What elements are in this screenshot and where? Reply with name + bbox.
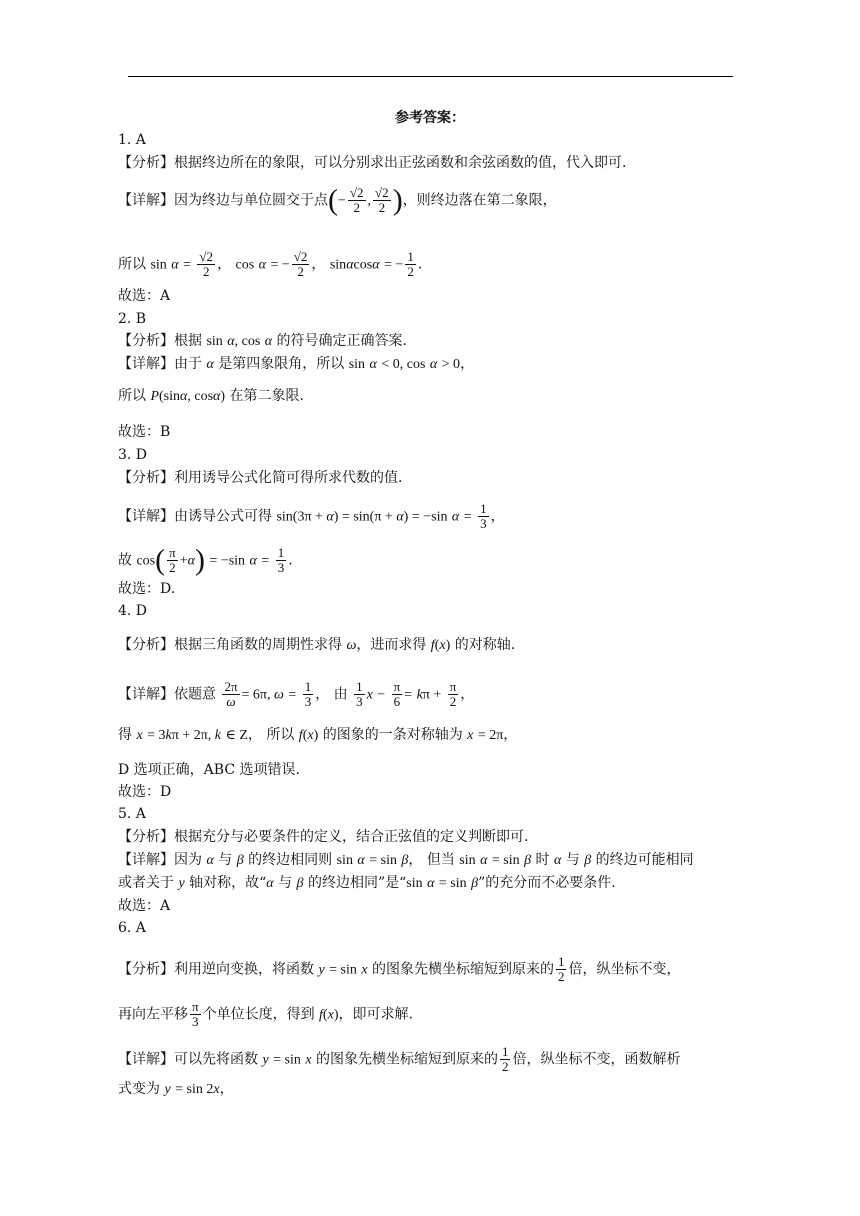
choice-line: 故选：A (118, 288, 171, 304)
detail-line: D 选项正确，ABC 选项错误. (118, 762, 300, 778)
answer-number: 1. A (118, 132, 146, 148)
analysis-line: 再向左平移 $\frac{\pi}{3}$ 个单位长度，得到 f(x)，即可求解. (118, 999, 413, 1029)
choice-line: 故选：B (118, 424, 171, 440)
detail-line: 式变为 y = sin 2x， (118, 1081, 234, 1097)
detail-line: 故 cos( $\frac{\pi}{2}$ +α) = −sin α = $\frac{1}{3}$ . (118, 543, 293, 577)
choice-line: 故选：D. (118, 581, 176, 597)
analysis-line: 【分析】根据充分与必要条件的定义，结合正弦值的定义判断即可. (118, 829, 529, 845)
page-title: 参考答案： (395, 110, 465, 126)
header-rule (128, 76, 733, 77)
detail-line: 【详解】由于 α 是第四象限角，所以 sin α < 0, cos α > 0， (118, 356, 475, 372)
choice-line: 故选：A (118, 898, 171, 914)
analysis-line: 【分析】根据 sin α, cos α 的符号确定正确答案. (118, 333, 407, 349)
detail-line: 【详解】因为终边与单位圆交于点(− $\frac{√2}{2}$ , $\frac{√2}{2}$ )，则终边落在第二象限， (118, 183, 557, 217)
choice-line: 故选：D (118, 784, 172, 800)
answer-number: 4. D (118, 603, 148, 619)
analysis-line: 【分析】根据终边所在的象限，可以分别求出正弦函数和余弦函数的值，代入即可. (118, 155, 627, 171)
answer-number: 6. A (118, 920, 146, 936)
detail-line: 【详解】可以先将函数 y = sin x 的图象先横坐标缩短到原来的 $\frac{1}{2}$ 倍，纵坐标不变，函数解析 (118, 1044, 681, 1074)
analysis-line: 【分析】利用诱导公式化简可得所求代数的值. (118, 470, 403, 486)
detail-line: 得 x = 3kπ + 2π, k ∈ Z， 所以 f(x) 的图象的一条对称轴为 x = 2π， (118, 727, 518, 743)
analysis-line: 【分析】根据三角函数的周期性求得 ω，进而求得 f(x) 的对称轴. (118, 637, 516, 653)
detail-line: 或者关于 y 轴对称，故“α 与 β 的终边相同”是“sin α = sin β”的充分而不必要条件. (118, 875, 616, 891)
detail-line: 所以 P(sinα, cosα) 在第二象限. (118, 388, 304, 404)
detail-line: 【详解】因为 α 与 β 的终边相同则 sin α = sin β， 但当 sin α = sin β 时 α 与 β 的终边可能相同 (118, 852, 694, 868)
answer-number: 2. B (118, 311, 147, 327)
detail-line: 所以 sin α = $\frac{√2}{2}$ ， cos α = − $\frac{√2}{2}$ ， sinαcosα = − $\frac{1}{2}$ . (118, 249, 423, 279)
detail-line: 【详解】依题意 $\frac{2\pi}{\omega}$ = 6π, ω = $\frac{1}{3}$ ， 由 $\frac{1}{3}$ x − $\frac{\pi}{6}$ = kπ + $\frac{\pi}{2}$ ， (118, 679, 475, 709)
answer-number: 5. A (118, 806, 146, 822)
analysis-line: 【分析】利用逆向变换，将函数 y = sin x 的图象先横坐标缩短到原来的 $\frac{1}{2}$ 倍，纵坐标不变， (118, 954, 681, 984)
answer-number: 3. D (118, 447, 148, 463)
detail-line: 【详解】由诱导公式可得 sin(3π + α) = sin(π + α) = −sin α = $\frac{1}{3}$ ， (118, 501, 505, 531)
